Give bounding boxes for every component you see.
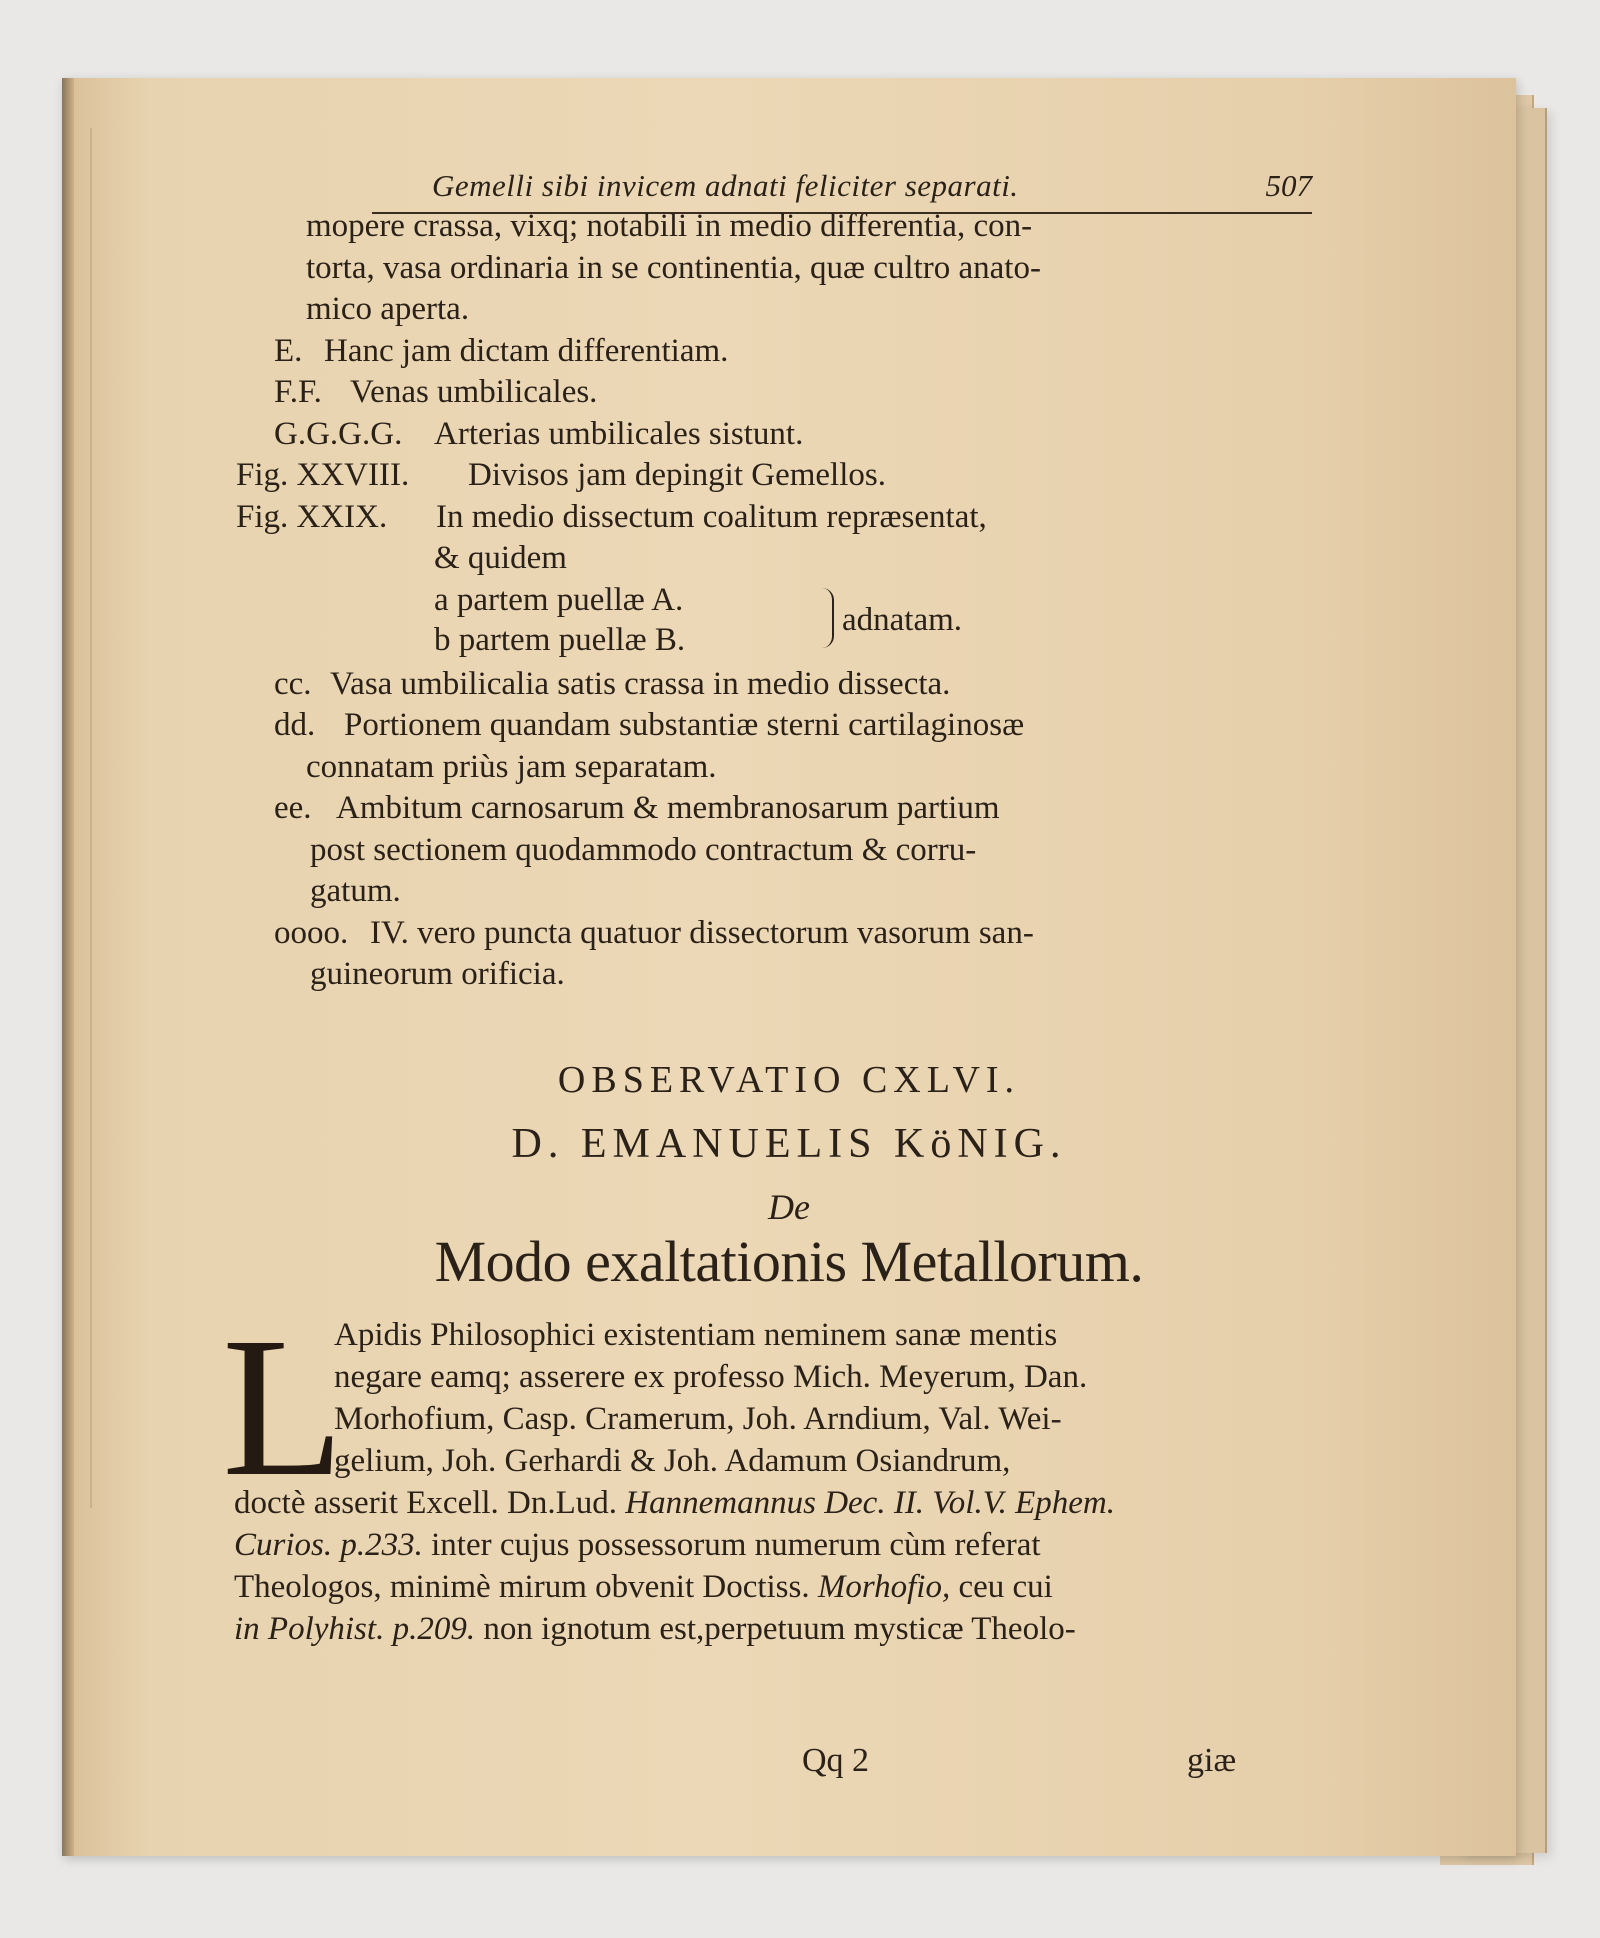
legend-line: b partem puellæ B. <box>434 621 686 658</box>
observation-author: D. EMANUELIS KöNIG. <box>511 1121 1067 1167</box>
legend-text: Divisos jam depingit Gemellos. <box>468 457 886 493</box>
brace-label: adnatam. <box>842 601 963 638</box>
legend-text: Ambitum carnosarum & membranosarum partium <box>336 790 1000 826</box>
drop-cap: L <box>222 1297 345 1518</box>
curly-brace <box>822 588 834 648</box>
legend-text: Arterias umbilicales sistunt. <box>434 415 804 452</box>
binding-thread <box>90 128 96 1508</box>
paragraph-line <box>234 1566 1314 1608</box>
legend-entry-e <box>274 331 1314 373</box>
running-title: Gemelli sibi invicem adnati feliciter separati. <box>432 168 1019 203</box>
observation-de: De <box>768 1187 810 1227</box>
book-page <box>62 78 1516 1856</box>
brace-group <box>274 580 1314 664</box>
legend-entry-fig28 <box>236 455 1314 497</box>
paragraph-line <box>234 1524 1314 1566</box>
catchword: giæ <box>1187 1742 1237 1779</box>
legend-line: connatam priùs jam separatam. <box>306 748 717 785</box>
observation-number: OBSERVATIO CXLVI. <box>557 1059 1021 1101</box>
paragraph-text: ceu cui <box>958 1569 1053 1605</box>
legend-line: torta, vasa ordinaria in se continentia, quæ cultro anato- <box>306 249 1041 286</box>
legend-line: a partem puellæ A. <box>434 581 684 618</box>
paragraph-citation: in Polyhist. p.209. <box>234 1611 476 1647</box>
paragraph-text: Theologos, minimè mirum obvenit Doctiss. <box>234 1569 810 1605</box>
legend-key: Fig. XXVIII. <box>236 457 410 493</box>
legend-entry-gggg <box>274 414 1314 456</box>
legend-entry-oooo <box>274 913 1314 955</box>
paragraph-text: non ignotum est,perpetuum mysticæ Theolo- <box>483 1611 1076 1647</box>
paragraph-text: doctè asserit Excell. Dn.Lud. <box>234 1485 618 1521</box>
legend-key: cc. <box>274 665 312 702</box>
legend-entry-ff <box>274 372 1314 414</box>
legend-line: mopere crassa, vixq; notabili in medio differentia, con- <box>306 208 1033 244</box>
paragraph-citation: Morhofio, <box>817 1569 951 1605</box>
legend-line: post sectionem quodammodo contractum & corru- <box>310 831 977 868</box>
observation-title: Modo exaltationis Metallorum. <box>434 1229 1144 1294</box>
legend-key: G.G.G.G. <box>274 415 403 452</box>
paragraph-line <box>234 1608 1314 1650</box>
legend-key: ee. <box>274 790 312 826</box>
paragraph-citation: Hannemannus Dec. II. Vol.V. Ephem. <box>625 1485 1116 1521</box>
body-paragraph <box>234 1314 1314 1650</box>
paragraph-line: Morhofium, Casp. Cramerum, Joh. Arndium, Val. Wei- <box>334 1401 1062 1437</box>
paragraph-line: gelium, Joh. Gerhardi & Joh. Adamum Osiandrum, <box>334 1443 1011 1479</box>
legend-line: guineorum orificia. <box>310 956 565 992</box>
paragraph-text: inter cujus possessorum numerum cùm referat <box>431 1527 1041 1563</box>
legend-text: Portionem quandam substantiæ sterni cartilaginosæ <box>344 707 1025 743</box>
legend-entry-dd <box>274 705 1314 747</box>
legend-key: dd. <box>274 707 316 743</box>
legend-text: IV. vero puncta quatuor dissectorum vasorum san- <box>370 914 1034 951</box>
paragraph-line: negare eamq; asserere ex professo Mich. Meyerum, Dan. <box>334 1359 1088 1395</box>
legend-key: oooo. <box>274 914 349 951</box>
page-number: 507 <box>1265 168 1312 203</box>
paragraph-line <box>234 1482 1314 1524</box>
legend-text: Venas umbilicales. <box>350 374 598 410</box>
paragraph-citation: Curios. p.233. <box>234 1527 423 1563</box>
legend-key: F.F. <box>274 374 322 410</box>
legend-entry-cc <box>274 664 1314 706</box>
legend-key: Fig. XXIX. <box>236 498 388 535</box>
legend-entry-ee <box>274 788 1314 830</box>
legend-key: E. <box>274 332 303 369</box>
signature-mark: Qq 2 <box>802 1742 870 1779</box>
paragraph-line: Apidis Philosophici existentiam neminem sanæ mentis <box>334 1317 1058 1353</box>
page-spine-shadow <box>62 78 74 1856</box>
legend-text: In medio dissectum coalitum repræsentat, <box>436 498 987 535</box>
legend-line: & quidem <box>434 540 567 576</box>
legend-line: mico aperta. <box>306 291 470 327</box>
legend-line: gatum. <box>310 873 401 909</box>
legend-text: Vasa umbilicalia satis crassa in medio dissecta. <box>330 665 951 702</box>
legend-text: Hanc jam dictam differentiam. <box>324 332 729 369</box>
figure-legend <box>236 206 1314 996</box>
legend-entry-fig29 <box>236 497 1314 539</box>
